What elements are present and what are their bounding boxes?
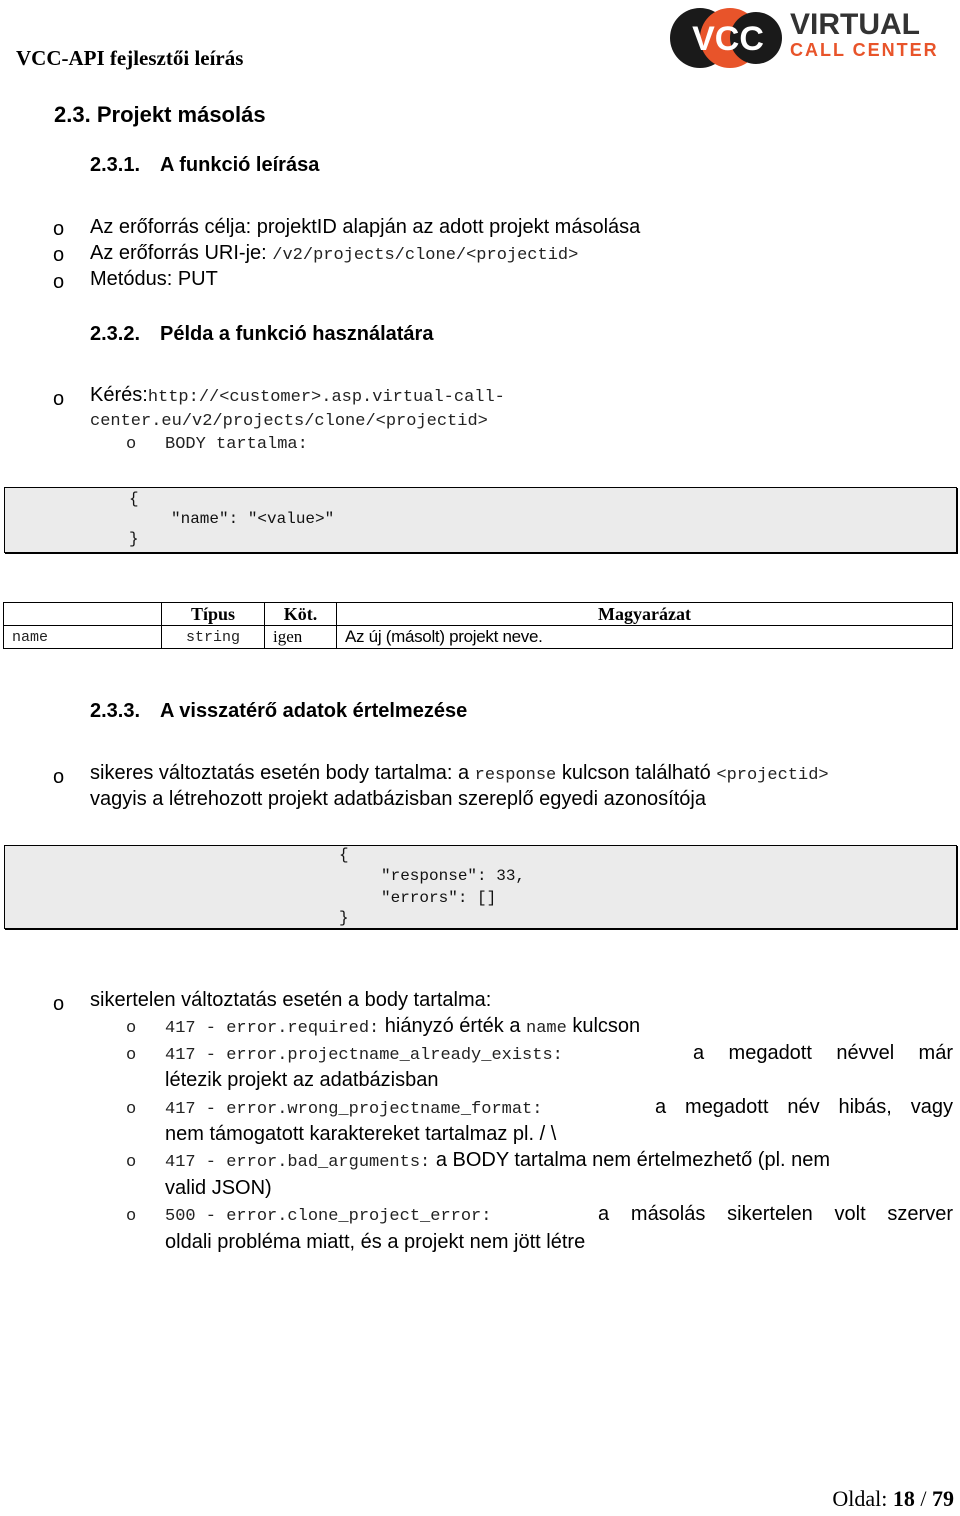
error-text: kulcson (566, 1015, 641, 1037)
sub-bullet: o (126, 1153, 137, 1172)
error-text-continued: valid JSON) (165, 1177, 272, 1199)
request-label: Kérés: (90, 384, 148, 406)
bullet: o (53, 271, 65, 293)
fail-label: sikertelen változtatás esetén a body tartalma: (90, 989, 492, 1011)
body-label: BODY tartalma: (165, 435, 308, 454)
request-url-continued: center.eu/v2/projects/clone/<projectid> (90, 412, 488, 431)
current-page: 18 (892, 1486, 915, 1511)
error-text: a másolás sikertelen volt szerver (598, 1203, 953, 1225)
success-line (90, 762, 829, 785)
code-line: } (129, 530, 139, 548)
subsection-heading-response (90, 700, 467, 723)
error-item (165, 1149, 830, 1172)
table-header-cell: Magyarázat (337, 603, 953, 626)
list-item: Metódus: PUT (90, 268, 218, 290)
table-header-cell: Típus (162, 603, 265, 626)
code-line: { (129, 490, 139, 508)
response-key-code: response (474, 766, 557, 785)
sub-bullet: o (126, 1019, 137, 1038)
success-text: kulcson található (556, 762, 717, 784)
table-cell: name (4, 626, 162, 649)
bullet: o (53, 388, 65, 410)
parameters-table (3, 602, 953, 649)
error-text: a BODY tartalma nem értelmezhető (pl. nem (435, 1149, 831, 1171)
uri-code: /v2/projects/clone/<projectid> (272, 246, 579, 265)
subsection-number: 2.3.2. (90, 323, 141, 345)
sub-bullet: o (126, 435, 137, 454)
request-line (90, 384, 505, 407)
error-code: 417 - error.bad_arguments: (165, 1153, 431, 1172)
subsection-heading-description (90, 154, 319, 177)
request-url: http://<customer>.asp.virtual-call- (147, 388, 505, 407)
page-number (832, 1486, 954, 1512)
virtual-call-center-logo (668, 2, 952, 72)
error-code: 417 - error.wrong_projectname_format: (165, 1100, 543, 1119)
error-text: hiányzó érték a (379, 1015, 526, 1037)
error-item (165, 1096, 953, 1119)
sub-bullet: o (126, 1100, 137, 1119)
code-line: { (339, 846, 349, 864)
document-title: VCC-API fejlesztői leírás (16, 46, 244, 70)
section-number: 2.3. (54, 102, 91, 127)
table-cell: Az új (másolt) projekt neve. (337, 626, 953, 649)
bullet: o (53, 993, 65, 1015)
sub-bullet: o (126, 1207, 137, 1226)
logo-bottom-text: CALL CENTER (790, 40, 939, 60)
error-item (165, 1203, 953, 1226)
list-item-label: Az erőforrás URI-je: (90, 242, 273, 264)
name-key-code: name (526, 1019, 567, 1038)
error-code: 417 - error.required: (165, 1019, 380, 1038)
response-code-block (4, 845, 957, 929)
success-text: sikeres változtatás esetén body tartalma: a (90, 762, 475, 784)
logo-top-text: VIRTUAL (790, 8, 920, 41)
subsection-title: A funkció leírása (160, 154, 320, 176)
error-item (165, 1015, 640, 1038)
code-line: "errors": [] (381, 889, 497, 907)
code-line: "name": "<value>" (171, 510, 335, 528)
request-body-code-block (4, 487, 957, 553)
section-heading (54, 102, 266, 128)
total-pages: 79 (932, 1486, 954, 1511)
error-text-continued: létezik projekt az adatbázisban (165, 1069, 439, 1091)
subsection-heading-example (90, 323, 433, 346)
bullet: o (53, 766, 65, 788)
subsection-title: Példa a funkció használatára (160, 323, 434, 345)
error-code: 500 - error.clone_project_error: (165, 1207, 492, 1226)
table-header-cell: Köt. (265, 603, 337, 626)
table-cell: string (162, 626, 265, 649)
error-text: a megadott névvel már (693, 1042, 953, 1064)
error-text-continued: oldali probléma miatt, és a projekt nem jött létre (165, 1231, 586, 1253)
sub-bullet: o (126, 1046, 137, 1065)
page-label: Oldal: (832, 1486, 893, 1511)
table-header-row (4, 603, 953, 626)
list-item: Az erőforrás célja: projektID alapján az adott projekt másolása (90, 216, 641, 238)
error-text-continued: nem támogatott karaktereket tartalmaz pl. / \ (165, 1123, 557, 1145)
bullet: o (53, 218, 65, 240)
table-row (4, 626, 953, 649)
subsection-number: 2.3.1. (90, 154, 141, 176)
error-code: 417 - error.projectname_already_exists: (165, 1046, 563, 1065)
subsection-number: 2.3.3. (90, 700, 141, 722)
projectid-code: <projectid> (716, 766, 829, 785)
code-line: } (339, 909, 349, 927)
page-separator: / (914, 1486, 932, 1511)
subsection-title: A visszatérő adatok értelmezése (160, 700, 468, 722)
code-line: "response": 33, (381, 867, 526, 885)
error-text: a megadott név hibás, vagy (655, 1096, 953, 1118)
bullet: o (53, 244, 65, 266)
table-header-cell (4, 603, 162, 626)
logo-mark: VCC (692, 20, 764, 58)
table-cell: igen (265, 626, 337, 649)
success-line-continued: vagyis a létrehozott projekt adatbázisban szereplő egyedi azonosítója (90, 788, 706, 810)
list-item (90, 242, 578, 265)
section-title: Projekt másolás (96, 102, 266, 127)
error-item (165, 1042, 953, 1065)
